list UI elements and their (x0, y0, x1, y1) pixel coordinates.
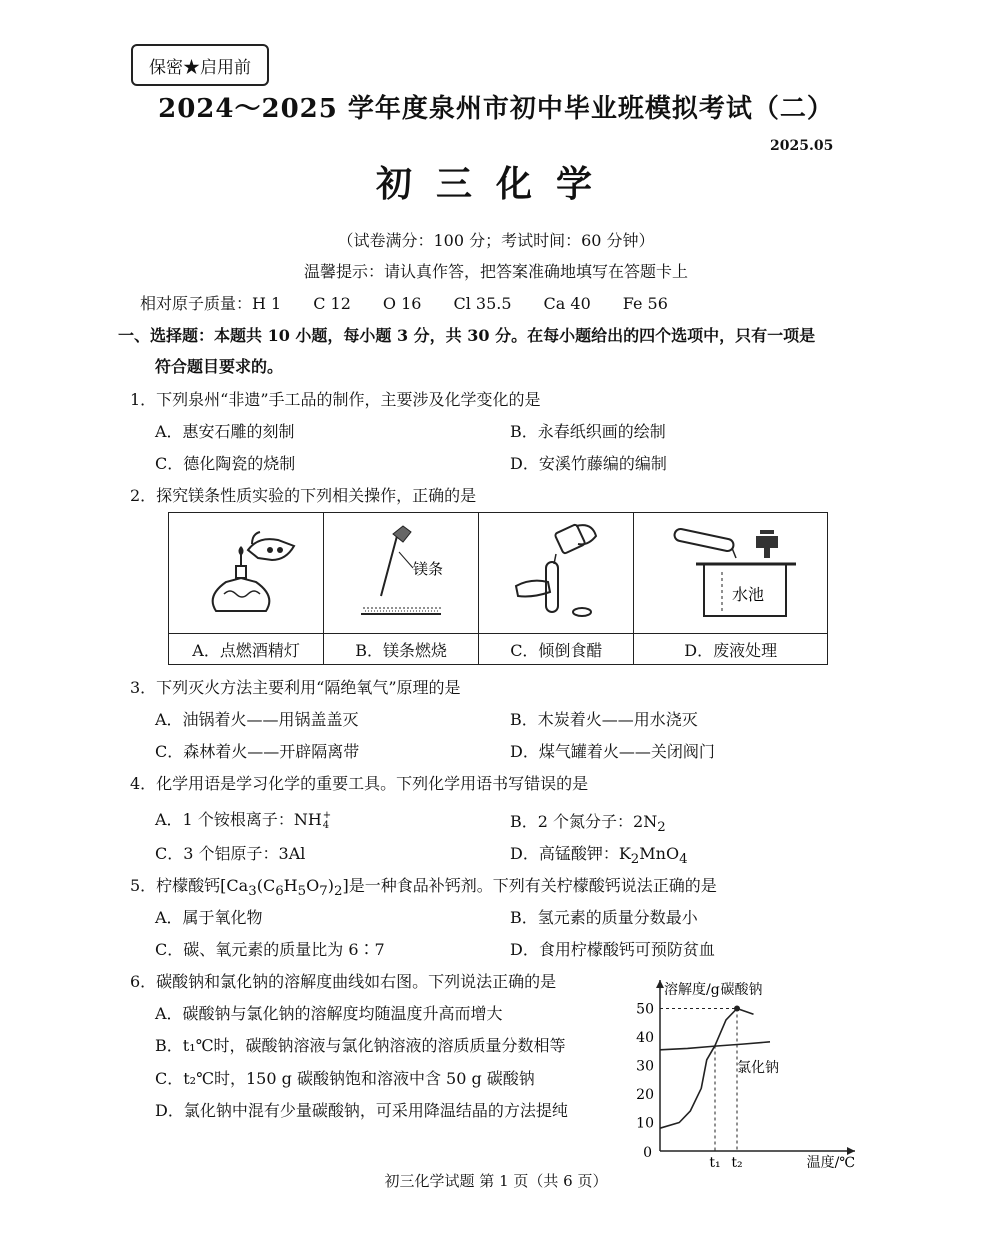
q5-stem-b: (C (256, 876, 276, 895)
q5-stem-s4: 7 (319, 884, 328, 900)
q4-b-text: B．2 个氮分子：2N (510, 812, 658, 831)
q4-a-sub: 4 (322, 819, 330, 831)
pour-vinegar-illustration (496, 516, 616, 626)
q5-stem (130, 873, 717, 899)
x-axis-arrow (847, 1147, 855, 1155)
q5-stem-e: ) (327, 876, 334, 895)
q4-option-d (510, 841, 688, 867)
q5-option-d: D．食用柠檬酸钙可预防贫血 (510, 940, 715, 959)
q3-stem: 3．下列灭火方法主要利用“隔绝氧气”原理的是 (130, 678, 461, 697)
exam-date: 2025.05 (770, 138, 834, 154)
q2-option-b: B．镁条燃烧 (324, 634, 479, 665)
q6-option-a: A．碳酸钠与氯化钠的溶解度均随温度升高而增大 (155, 1004, 503, 1023)
q2-pic-c (479, 513, 634, 634)
q5-option-b: B．氢元素的质量分数最小 (510, 908, 698, 927)
q5-stem-s3: 5 (297, 884, 307, 900)
q1-option-a: A．惠安石雕的刻制 (155, 422, 295, 441)
exam-title: 2024～2025 学年度泉州市初中毕业班模拟考试（二） (158, 94, 834, 124)
score-time: （试卷满分：100 分；考试时间：60 分钟） (337, 231, 655, 250)
series-line-1 (660, 1042, 770, 1050)
q5-stem-f: ]是一种食品补钙剂。下列有关柠檬酸钙说法正确的是 (342, 876, 717, 895)
q5-stem-s1: 3 (248, 884, 257, 900)
q2-pic-d (634, 513, 828, 634)
q1-option-d: D．安溪竹藤编的编制 (510, 454, 667, 473)
solubility-chart (625, 965, 875, 1175)
stamp-text: 保密★启用前 (149, 57, 251, 78)
series-label: 氯化钠 (737, 1059, 779, 1076)
q4-a-text: A．1 个铵根离子：NH (155, 810, 322, 829)
q5-option-a: A．属于氧化物 (155, 908, 263, 927)
q4-d-text: D．高锰酸钾：K (510, 844, 631, 863)
q2-stem: 2．探究镁条性质实验的下列相关操作，正确的是 (130, 486, 477, 505)
q6-option-d: D．氯化钠中混有少量碳酸钠，可采用降温结晶的方法提纯 (155, 1101, 568, 1120)
q1-option-c: C．德化陶瓷的烧制 (155, 454, 296, 473)
confidential-stamp (131, 44, 269, 86)
q1-option-b: B．永春纸织画的绘制 (510, 422, 666, 441)
q5-stem-a: 5．柠檬酸钙[Ca (130, 876, 249, 895)
x-tick-label: 0 (643, 1145, 652, 1161)
y-axis-label: 溶解度/g (664, 982, 720, 998)
series-label: 碳酸钠 (720, 982, 763, 999)
q5-stem-c: H (283, 876, 298, 895)
x-axis-label: 温度/℃ (806, 1155, 855, 1171)
q2-pic-b (324, 513, 479, 634)
q5-option-c: C．碳、氧元素的质量比为 6∶7 (155, 940, 385, 959)
q3-option-b: B．木炭着火——用水浇灭 (510, 710, 698, 729)
atomic-masses: 相对原子质量：H 1 C 12 O 16 Cl 35.5 Ca 40 Fe 56 (140, 294, 668, 313)
q4-d-mid: MnO (639, 844, 680, 863)
q3-option-c: C．森林着火——开辟隔离带 (155, 742, 360, 761)
magnesium-burning-illustration (341, 516, 461, 626)
q5-stem-s5: 2 (333, 884, 343, 900)
q5-stem-s2: 6 (275, 884, 284, 900)
q6-option-b: B．t₁℃时，碳酸钠溶液与氯化钠溶液的溶质质量分数相等 (155, 1036, 566, 1055)
page-footer: 初三化学试题 第 1 页（共 6 页） (384, 1172, 608, 1190)
subject-title: 初三化学 (375, 163, 616, 205)
q4-option-a (155, 807, 331, 831)
q4-option-c: C．3 个铝原子：3Al (155, 844, 306, 863)
x-tick-label: t₁ (709, 1155, 721, 1171)
q3-option-d: D．煤气罐着火——关闭阀门 (510, 742, 715, 761)
intersection-point (734, 1006, 740, 1012)
q4-option-b (510, 809, 666, 835)
mg-strip-label: 镁条 (413, 560, 444, 578)
y-tick-label: 30 (636, 1058, 654, 1075)
q6-option-c: C．t₂℃时，150 g 碳酸钠饱和溶液中含 50 g 碳酸钠 (155, 1069, 535, 1088)
q2-option-d: D．废液处理 (634, 634, 828, 665)
x-tick-label: t₂ (731, 1155, 743, 1171)
sink-label: 水池 (731, 585, 764, 604)
q2-pic-a (169, 513, 324, 634)
y-tick-label: 20 (636, 1087, 654, 1103)
waste-disposal-illustration (656, 516, 806, 626)
q4-d-sub2: 4 (679, 852, 688, 868)
section-heading-line1: 一、选择题：本题共 10 小题，每小题 3 分，共 30 分。在每小题给出的四个选项中，只有一项是 (118, 326, 816, 345)
alcohol-lamp-illustration (186, 516, 306, 626)
section-heading-line2: 符合题目要求的。 (155, 357, 284, 376)
y-tick-label: 50 (636, 1001, 654, 1018)
q3-option-a: A．油锅着火——用锅盖盖灭 (155, 710, 359, 729)
q4-stem: 4．化学用语是学习化学的重要工具。下列化学用语书写错误的是 (130, 774, 589, 793)
q2-option-c: C．倾倒食醋 (479, 634, 634, 665)
q1-stem: 1．下列泉州“非遗”手工品的制作，主要涉及化学变化的是 (130, 390, 541, 409)
q4-b-sub: 2 (657, 820, 666, 836)
q5-stem-d: O (306, 876, 320, 895)
q2-option-a: A．点燃酒精灯 (169, 634, 324, 665)
y-axis-arrow (656, 980, 664, 988)
y-tick-label: 40 (636, 1030, 654, 1046)
q4-a-sup: + (322, 809, 332, 821)
q2-figure-table (168, 512, 828, 665)
q6-stem: 6．碳酸钠和氯化钠的溶解度曲线如右图。下列说法正确的是 (130, 972, 557, 991)
y-tick-label: 10 (636, 1115, 654, 1132)
warm-tip: 温馨提示：请认真作答，把答案准确地填写在答题卡上 (303, 262, 688, 281)
q4-d-sub1: 2 (630, 852, 640, 868)
